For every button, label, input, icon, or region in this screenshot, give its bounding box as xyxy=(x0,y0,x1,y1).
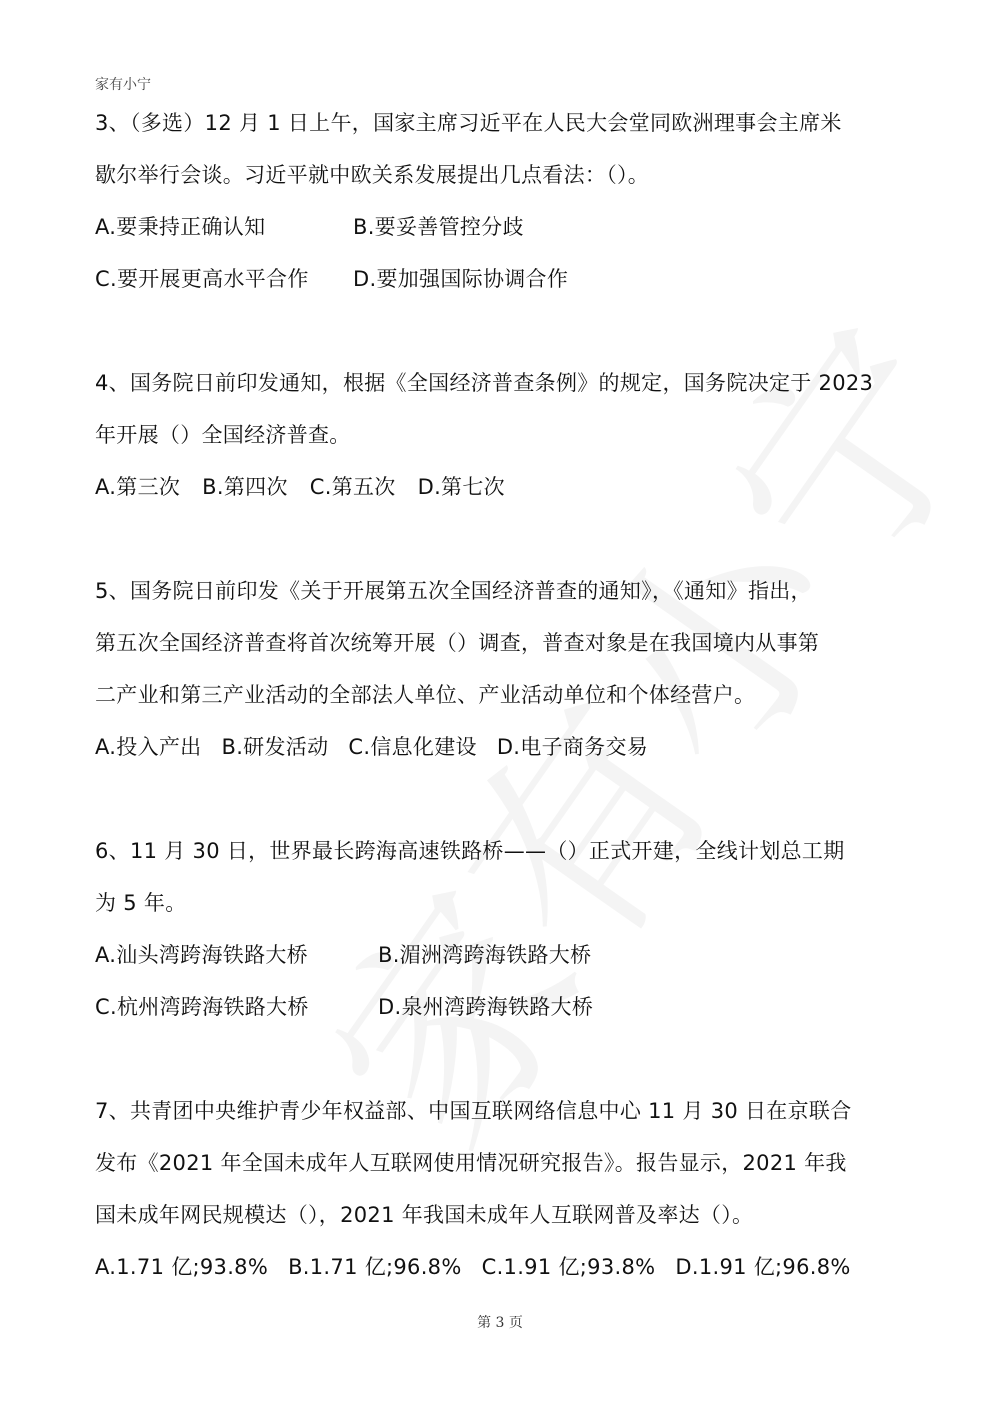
question-text-line: 5、国务院日前印发《关于开展第五次全国经济普查的通知》，《通知》指出， xyxy=(95,579,812,603)
question-list xyxy=(95,97,925,1293)
question-text-line: 7、共青团中央维护青少年权益部、中国互联网络信息中心 11 月 30 日在京联合 xyxy=(95,1099,852,1123)
options-row xyxy=(95,201,925,253)
page-number: 第 3 页 xyxy=(477,1315,523,1331)
options-row xyxy=(95,1241,925,1293)
answer-option: C.杭州湾跨海铁路大桥 xyxy=(95,995,309,1019)
answer-option: A.第三次 xyxy=(95,475,181,499)
question-text-line: 歇尔举行会谈。习近平就中欧关系发展提出几点看法：（）。 xyxy=(95,163,650,187)
answer-option: B.研发活动 xyxy=(221,735,329,759)
answer-option: B.要妥善管控分歧 xyxy=(353,215,524,239)
answer-option: A.汕头湾跨海铁路大桥 xyxy=(95,943,308,967)
answer-option: D.电子商务交易 xyxy=(496,735,649,759)
answer-option: B.湄洲湾跨海铁路大桥 xyxy=(378,943,592,967)
answer-option: A.投入产出 xyxy=(95,735,202,759)
spacer xyxy=(95,305,925,357)
answer-option: A.要秉持正确认知 xyxy=(95,215,266,239)
spacer xyxy=(95,513,925,565)
answer-option: D.第七次 xyxy=(417,475,505,499)
question-7 xyxy=(95,1085,925,1293)
question-text-line: 年开展（）全国经济普查。 xyxy=(95,423,351,447)
question-text-line: 第五次全国经济普查将首次统筹开展（）调查，普查对象是在我国境内从事第 xyxy=(95,631,820,655)
answer-option: C.1.91 亿;93.8% xyxy=(481,1255,656,1279)
answer-option: C.要开展更高水平合作 xyxy=(95,267,309,291)
question-text-line: 6、11 月 30 日，世界最长跨海高速铁路桥——（）正式开建，全线计划总工期 xyxy=(95,839,845,863)
question-text-line: 二产业和第三产业活动的全部法人单位、产业活动单位和个体经营户。 xyxy=(95,683,756,707)
question-text-line: 4、国务院日前印发通知，根据《全国经济普查条例》的规定，国务院决定于 2023 xyxy=(95,371,874,395)
question-4 xyxy=(95,357,925,513)
options-row xyxy=(95,461,925,513)
options-row xyxy=(95,929,925,981)
answer-option: D.1.91 亿;96.8% xyxy=(675,1255,851,1279)
question-6 xyxy=(95,825,925,1033)
answer-option: A.1.71 亿;93.8% xyxy=(95,1255,269,1279)
options-row xyxy=(95,253,925,305)
answer-option: D.要加强国际协调合作 xyxy=(353,267,569,291)
answer-option: B.第四次 xyxy=(202,475,288,499)
answer-option: C.第五次 xyxy=(309,475,396,499)
options-row xyxy=(95,721,925,773)
spacer xyxy=(95,1033,925,1085)
question-text-line: 3、（多选）12 月 1 日上午，国家主席习近平在人民大会堂同欧洲理事会主席米 xyxy=(95,111,842,135)
question-text-line: 国未成年网民规模达（），2021 年我国未成年人互联网普及率达（）。 xyxy=(95,1203,754,1227)
question-text-line: 为 5 年。 xyxy=(95,891,187,915)
options-row xyxy=(95,981,925,1033)
answer-option: D.泉州湾跨海铁路大桥 xyxy=(378,995,594,1019)
question-5 xyxy=(95,565,925,773)
question-3 xyxy=(95,97,925,305)
answer-option: C.信息化建设 xyxy=(348,735,477,759)
question-text-line: 发布《2021 年全国未成年人互联网使用情况研究报告》。报告显示，2021 年我 xyxy=(95,1151,847,1175)
spacer xyxy=(95,773,925,825)
page-header: 家有小宁 xyxy=(95,77,151,93)
answer-option: B.1.71 亿;96.8% xyxy=(288,1255,462,1279)
